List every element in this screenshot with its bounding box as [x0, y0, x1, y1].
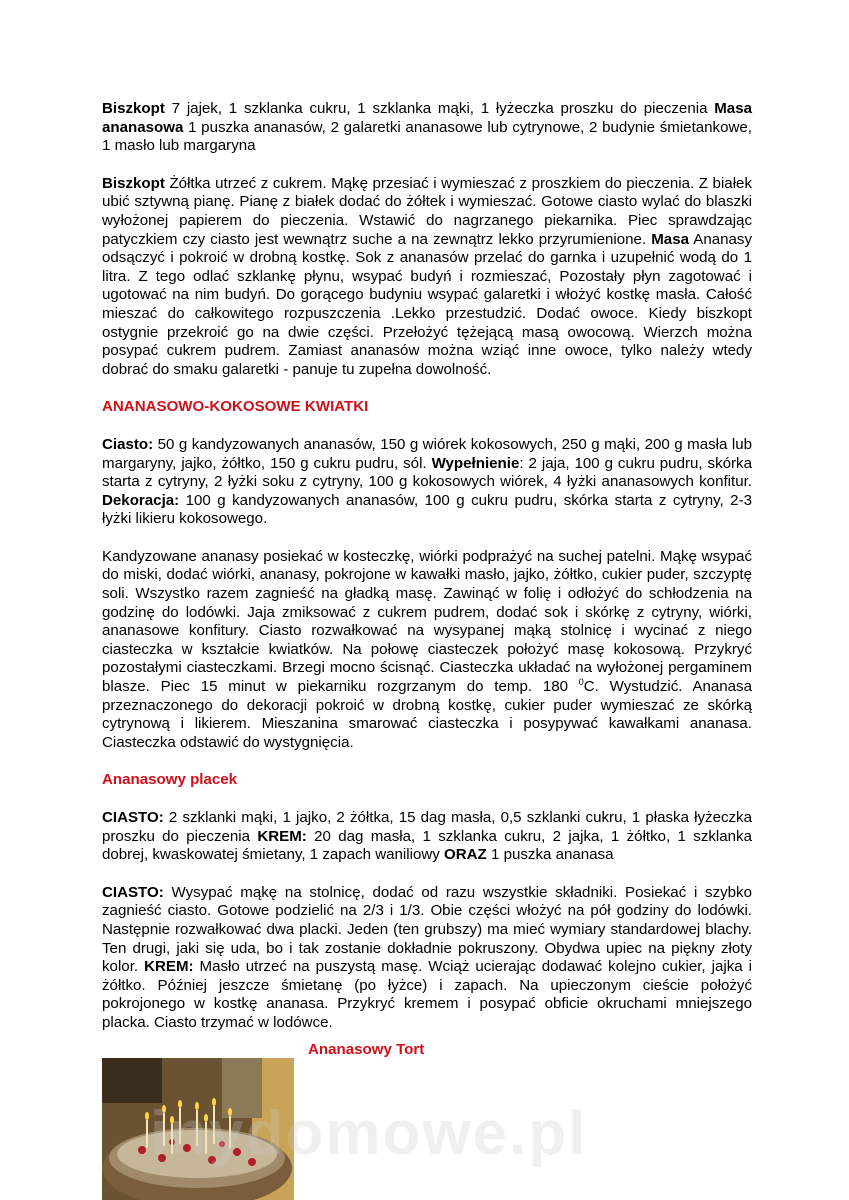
text: Masło utrzeć na puszystą masę. Wciąż ucierając dodawać kolejno cukier, jajka i żółtko. Później jeszcze śmietanę (po łyżce) i zapach. Na upieczonym cieście położyć pokrojonego w kostkę ananasa. Przykryć kremem i posypać obficie okruchami mniejszego placka. Ciasto trzymać w lodówce.: [102, 958, 752, 1031]
document-body: [102, 100, 752, 1033]
label-biszkopt: Biszkopt: [102, 174, 165, 192]
recipe1-ingredients: [102, 100, 752, 156]
label-masa: Masa: [651, 230, 689, 248]
text: C. Wystudzić. Ananasa przeznaczonego do dekoracji pokroić w drobną kostkę, cukier puder wymieszać ze skórką cytrynową i likierem. Mieszanina smarować ciasteczka i posypywać kawałkami ananasa. Ciasteczka odstawić do wystygnięcia.: [102, 678, 752, 751]
label-ciasto: Ciasto:: [102, 435, 154, 453]
label-wypelnienie: Wypełnienie: [431, 454, 520, 472]
label-ciasto: CIASTO:: [102, 883, 164, 901]
text: Kandyzowane ananasy posiekać w kosteczkę, wiórki podprażyć na suchej patelni. Mąkę wsypać do miski, dodać wiórki, ananasy, pokrojone w kawałki masło, jajko, żółtko, cukier puder, szczyptę soli. Wszystko razem zagnieść na gładką masę. Zawinąć w folię i odłożyć do schłodzenia na godzinę do lodówki. Jaja zmiksować z cukrem pudrem, dodać sok i skórkę z cytryny, wiórki, ananasowe konfitury. Ciasto rozwałkować na wysypanej mąką stolnicę i wycinać z niego ciasteczka w kształcie kwiatków. Na połowę ciasteczek położyć masę kokosową. Przykryć pozostałymi ciasteczkami. Brzegi mocno ścisnąć. Ciasteczka układać na wyłożonej pergaminem blasze. Piec 15 minut w piekarniku rozgrzanym do temp. 180: [102, 547, 752, 696]
text: Żółtka utrzeć z cukrem. Mąkę przesiać i wymieszać z proszkiem do pieczenia. Z białek ubić sztywną pianę. Pianę z białek dodać do żółtek i wymieszać. Gotowe ciasto wylać do blaszki wyłożonej papierem do pieczenia. Wstawić do nagrzanego piekarnika. Piec sprawdzając patyczkiem czy ciasto jest wewnątrz suche a na zewnątrz lekko przyrumienione.: [102, 174, 752, 248]
label-biszkopt: Biszkopt: [102, 100, 165, 117]
text: 20 dag masła, 1 szklanka cukru, 2 jajka, 1 żółtko, 1 szklanka dobrej, kwaskowatej śmietany, 1 zapach waniliowy: [102, 827, 752, 864]
label-krem: KREM:: [144, 958, 194, 976]
text: Wysypać mąkę na stolnicę, dodać od razu wszystkie składniki. Posiekać i szybko zagnieść ciasto. Gotowe podzielić na 2/3 i 1/3. Obie części włożyć na pół godziny do lodówki. Następnie rozwałkować dwa placki. Jeden (ten grubszy) ma mieć wymiary standardowej blachy. Ten drugi, jaki się uda, bo i tak zostanie dokładnie pokruszony. Obydwa upiec na piękny złoty kolor.: [102, 883, 752, 976]
text: 1 puszka ananasów, 2 galaretki ananasowe lub cytrynowe, 2 budynie śmietankowe, 1 masło lub margaryna: [102, 118, 752, 155]
recipe1-preparation: [102, 175, 752, 380]
text: 7 jajek, 1 szklanka cukru, 1 szklanka mąki, 1 łyżeczka proszku do pieczenia: [164, 100, 715, 117]
recipe4-title: Ananasowy Tort: [308, 1041, 425, 1058]
text: Ananasy odsączyć i pokroić w drobną kostkę. Sok z ananasów przelać do garnka i uzupełnić wodą do 1 litra. Z tego odlać szklankę płynu, wsypać budyń i rozmieszać, Pozostały płyn zagotować i ugotować na nim budyń. Do gorącego budyniu wsypać galaretki i włożyć kostkę masła. Całość mieszać do całkowitego rozpuszczenia .Lekko przestudzić. Dodać owoce. Kiedy biszkopt ostygnie przekroić go na dwie części. Przełożyć tężejącą masą owocową. Wierzch można posypać cukrem pudrem. Zamiast ananasów można wziąć inne owoce, tylko należy wtedy dobrać do smaku galaretki - panuje tu zupełna dowolność.: [102, 230, 752, 378]
recipe2-ingredients: [102, 436, 752, 529]
label-oraz: ORAZ: [444, 846, 487, 864]
recipe3-ingredients: [102, 809, 752, 865]
label-ciasto: CIASTO:: [102, 809, 164, 826]
watermark: inydomowe.pl: [150, 1099, 588, 1168]
label-masa-ananasowa: Masa ananasowa: [102, 100, 752, 136]
label-krem: KREM:: [257, 827, 307, 845]
degree-superscript: 0: [578, 677, 584, 688]
text: 2 szklanki mąki, 1 jajko, 2 żółtka, 15 dag masła, 0,5 szklanki cukru, 1 płaska łyżeczka proszku do pieczenia: [102, 809, 752, 845]
recipe2-preparation: [102, 548, 752, 753]
text: 50 g kandyzowanych ananasów, 150 g wiórek kokosowych, 250 g mąki, 200 g masła lub margaryny, jajko, żółtko, 150 g cukru pudru, sól.: [102, 435, 752, 472]
text: : 2 jaja, 100 g cukru pudru, skórka starta z cytryny, 2 łyżki soku z cytryny, 100 g kokosowych wiórek, 4 łyżki ananasowych konfitur.: [102, 454, 752, 491]
recipe3-preparation: [102, 884, 752, 1033]
label-dekoracja: Dekoracja:: [102, 491, 180, 509]
recipe3-title: Ananasowy placek: [102, 771, 238, 789]
text: 1 puszka ananasa: [486, 846, 614, 864]
text: 100 g kandyzowanych ananasów, 100 g cukru pudru, skórka starta z cytryny, 2-3 łyżki likieru kokosowego.: [102, 491, 752, 528]
recipe2-title: ANANASOWO-KOKOSOWE KWIATKI: [102, 398, 369, 416]
